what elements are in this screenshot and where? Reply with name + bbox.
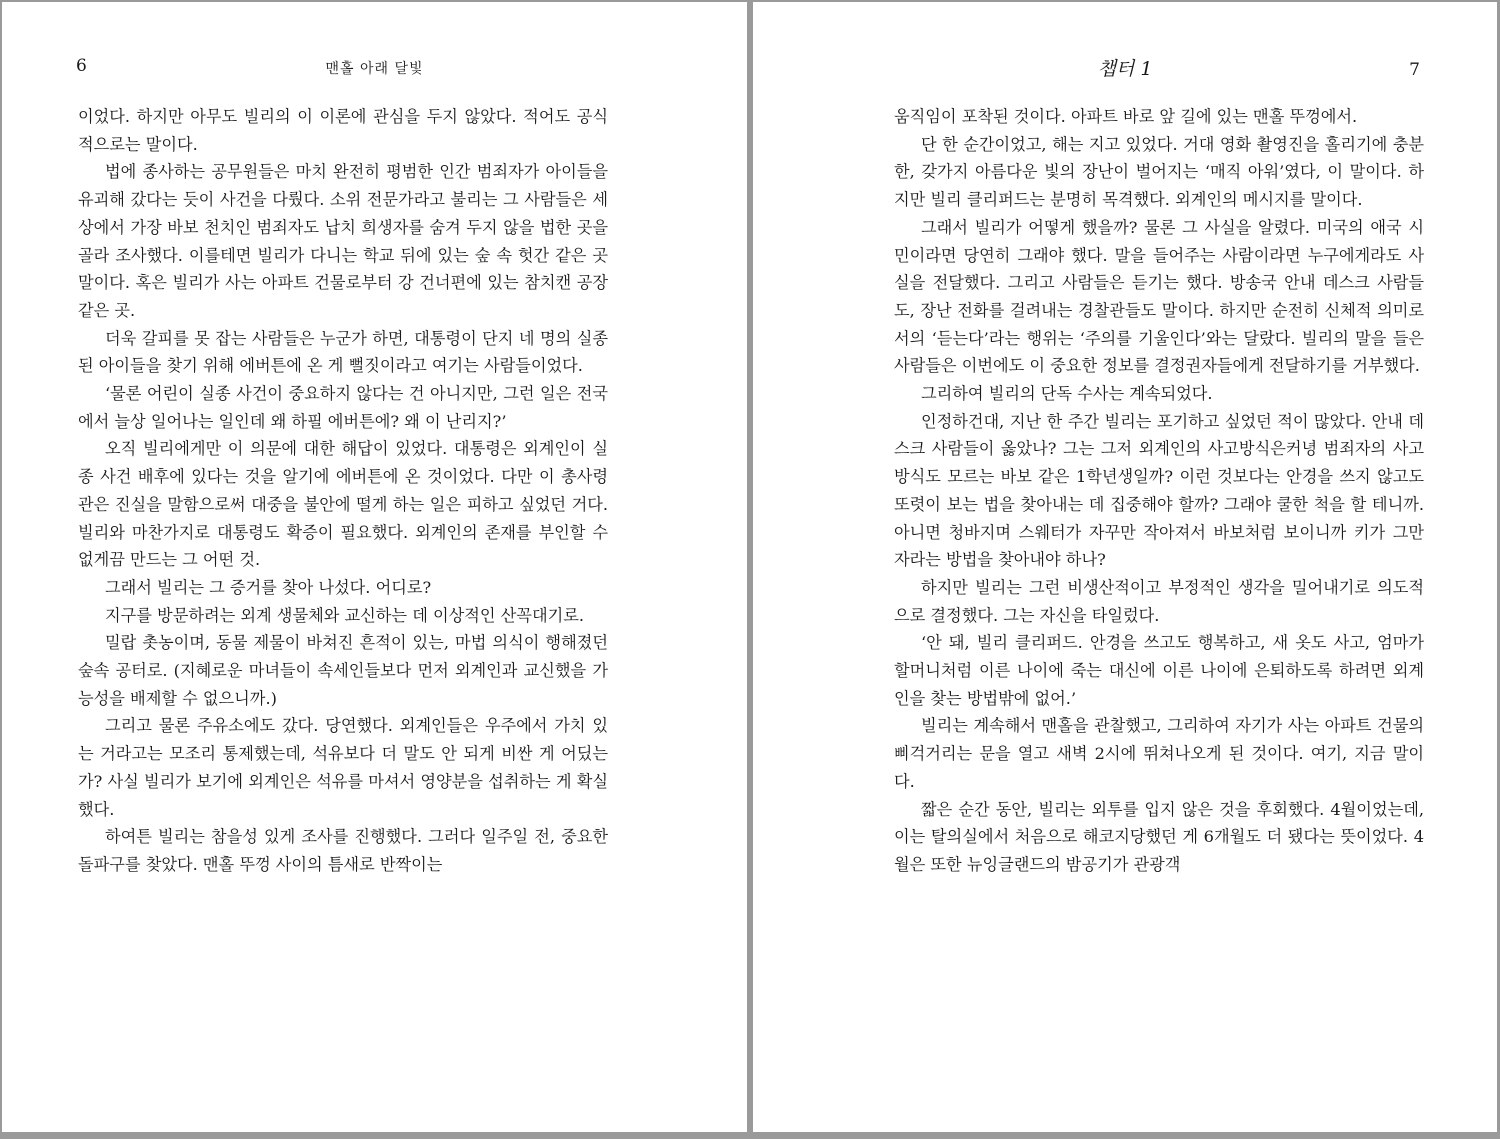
paragraph: 하여튼 빌리는 참을성 있게 조사를 진행했다. 그러다 일주일 전, 중요한 돌파구를 찾았다. 맨홀 뚜껑 사이의 틈새로 반짝이는 <box>78 827 608 874</box>
paragraph: 그래서 빌리는 그 증거를 찾아 나섰다. 어디로? <box>105 577 432 597</box>
right-page-header <box>753 56 1497 80</box>
page-number: 6 <box>76 56 87 76</box>
page-body <box>894 103 1424 879</box>
paragraph: 더욱 갈피를 못 잡는 사람들은 누군가 하면, 대통령이 단지 네 명의 실종된 아이들을 찾기 위해 에버튼에 온 게 뻘짓이라고 여기는 사람들이었다. <box>78 328 608 376</box>
paragraph: 그래서 빌리가 어떻게 했을까? 물론 그 사실을 알렸다. 미국의 애국 시민이라면 당연히 그래야 했다. 말을 들어주는 사람이라면 누구에게라도 사실을 전달했다. 그리고 사람들은 듣기는 했다. 방송국 안내 데스크 사람들도, 장난 전화를 걸려내는 경찰관들도 말이다. 하지만 순전히 신체적 의미로서의 ‘듣는다’라는 행위는 ‘주의를 기울인다’와는 달랐다. 빌리의 말을 들은 사람들은 이번에도 이 중요한 정보를 결정권자들에게 전달하기를 거부했다. <box>894 217 1424 376</box>
left-page <box>2 2 747 1132</box>
paragraph: 짧은 순간 동안, 빌리는 외투를 입지 않은 것을 후회했다. 4월이었는데, 이는 탈의실에서 처음으로 해코지당했던 게 6개월도 더 됐다는 뜻이었다. 4월은 또한 뉴잉글랜드의 밤공기가 관광객 <box>894 799 1424 874</box>
running-title: 맨홀 아래 달빛 <box>325 61 424 77</box>
paragraph: 그리하여 빌리의 단독 수사는 계속되었다. <box>921 384 1213 404</box>
page-number: 7 <box>1409 60 1420 80</box>
paragraph: 오직 빌리에게만 이 의문에 대한 해답이 있었다. 대통령은 외계인이 실종 사건 배후에 있다는 것을 알기에 에버튼에 온 것이었다. 다만 이 총사령관은 진실을 말함으로써 대중을 불안에 떨게 하는 일은 피하고 싶었던 거다. 빌리와 마찬가지로 대통령도 확증이 필요했다. 외계인의 존재를 부인할 수 없게끔 만드는 그 어떤 것. <box>78 439 608 570</box>
paragraph: ‘물론 어린이 실종 사건이 중요하지 않다는 건 아니지만, 그런 일은 전국에서 늘상 일어나는 일인데 왜 하필 에버튼에? 왜 이 난리지?’ <box>78 384 608 431</box>
chapter-title: 챕터 1 <box>1097 58 1153 80</box>
paragraph: 밀랍 촛농이며, 동물 제물이 바쳐진 흔적이 있는, 마법 의식이 행해졌던 숲속 공터로. (지혜로운 마녀들이 속세인들보다 먼저 외계인과 교신했을 가능성을 배제할 수 없으니까.) <box>78 633 608 708</box>
paragraph: 지구를 방문하려는 외계 생물체와 교신하는 데 이상적인 산꼭대기로. <box>105 605 585 625</box>
paragraph: 인정하건대, 지난 한 주간 빌리는 포기하고 싶었던 적이 많았다. 안내 데스크 사람들이 옳았나? 그는 그저 외계인의 사고방식은커녕 범죄자의 사고방식도 모르는 바보 같은 1학년생일까? 이런 것보다는 안경을 쓰지 않고도 또렷이 보는 법을 찾아내는 데 집중해야 할까? 그래야 쿨한 척을 할 테니까. 아니면 청바지며 스웨터가 자꾸만 작아져서 바보처럼 보이니까 키가 그만 자라는 방법을 찾아내야 하나? <box>894 411 1424 570</box>
paragraph: 움직임이 포착된 것이다. 아파트 바로 앞 길에 있는 맨홀 뚜껑에서. <box>894 107 1358 126</box>
paragraph: 이었다. 하지만 아무도 빌리의 이 이론에 관심을 두지 않았다. 적어도 공식적으로는 말이다. <box>78 107 608 154</box>
left-page-header <box>2 56 747 80</box>
right-page <box>753 2 1497 1132</box>
paragraph: ‘안 돼, 빌리 클리퍼드. 안경을 쓰고도 행복하고, 새 옷도 사고, 엄마가 할머니처럼 이른 나이에 죽는 대신에 이른 나이에 은퇴하도록 하려면 외계인을 찾는 방법밖에 없어.’ <box>894 633 1424 708</box>
page-body <box>78 103 608 879</box>
paragraph: 단 한 순간이었고, 해는 지고 있었다. 거대 영화 촬영진을 홀리기에 충분한, 갖가지 아름다운 빛의 장난이 벌어지는 ‘매직 아워’였다, 이 말이다. 하지만 빌리 클리퍼드는 분명히 목격했다. 외계인의 메시지를 말이다. <box>894 134 1424 210</box>
paragraph: 법에 종사하는 공무원들은 마치 완전히 평범한 인간 범죄자가 아이들을 유괴해 갔다는 듯이 사건을 다뤘다. 소위 전문가라고 불리는 그 사람들은 세상에서 가장 바보 천치인 범죄자도 납치 희생자를 숨겨 두지 않을 법한 곳을 골라 조사했다. 이를테면 빌리가 다니는 학교 뒤에 있는 숲 속 헛간 같은 곳 말이다. 혹은 빌리가 사는 아파트 건물로부터 강 건너편에 있는 참치캔 공장 같은 곳. <box>78 162 608 320</box>
paragraph: 빌리는 계속해서 맨홀을 관찰했고, 그리하여 자기가 사는 아파트 건물의 삐걱거리는 문을 열고 새벽 2시에 뛰쳐나오게 된 것이다. 여기, 지금 말이다. <box>894 716 1424 791</box>
paragraph: 하지만 빌리는 그런 비생산적이고 부정적인 생각을 밀어내기로 의도적으로 결정했다. 그는 자신을 타일렀다. <box>894 577 1424 625</box>
paragraph: 그리고 물론 주유소에도 갔다. 당연했다. 외계인들은 우주에서 가치 있는 거라고는 모조리 통제했는데, 석유보다 더 말도 안 되게 비싼 게 어딨는가? 사실 빌리가 보기에 외계인은 석유를 마셔서 영양분을 섭취하는 게 확실했다. <box>78 716 608 819</box>
